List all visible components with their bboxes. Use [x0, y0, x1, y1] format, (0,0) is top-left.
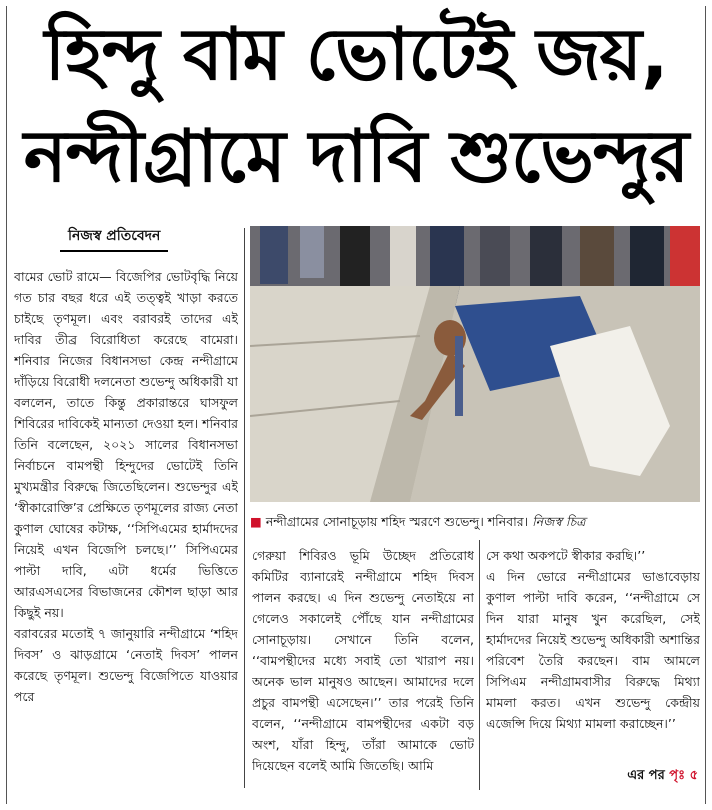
article-column-2: গেরুয়া শিবিরও ভূমি উচ্ছেদ প্রতিরোধ কমিটির ব্যানারেই নন্দীগ্রামে শহিদ দিবস পালন করছে। এ দিন শুভেন্দু নেতাইয়ে না গেলেও সকালেই পৌঁছে যান নন্দীগ্রামের সোনাচূড়ায়। সেখানে তিনি বলেন, ‘‘বামপন্থীদের মধ্যে সবাই তো খারাপ নয়। অনেক ভাল মানুষও আছেন। আমাদের দলে প্রচুর বামপন্থী এসেছেন।’’ তার পরেই তিনি বলেন, ‘‘নন্দীগ্রামে বামপন্থীদের একটা বড় অংশ, যাঁরা হিন্দু, তাঁরা আমাকে ভোট দিয়েছেন বলেই আমি জিতেছি। আমি	[252, 548, 474, 773]
article-column-1: বামের ভোট রামে— বিজেপির ভোটবৃদ্ধি নিয়ে গত চার বছর ধরে এই তত্ত্বই খাড়া করতে চাইছে তৃণমূল। এবং বরাবরই তাদের এই দাবির তীব্র বিরোধিতা করেছে বামেরা। শনিবার নিজের বিধানসভা কেন্দ্র নন্দীগ্রামে দাঁড়িয়ে বিরোধী দলনেতা শুভেন্দু অধিকারী যা বললেন, তাতে কিন্তু প্রকারান্তরে ঘাসফুল শিবিরের দাবিকেই মান্যতা দেওয়া হল। শনিবার তিনি বলেছেন, ২০২১ সালের বিধানসভা নির্বাচনে বামপন্থী হিন্দুদের ভোটেই তিনি মুখ্যমন্ত্রীর বিরুদ্ধে জিতেছিলেন। শুভেন্দুর এই ‘স্বীকারোক্তি’র প্রেক্ষিতে তৃণমূলের রাজ্য নেতা কুণাল ঘোষের কটাক্ষ, ‘‘সিপিএমের হার্মাদদের নিয়েই এখন বিজেপি চলছে।’’ সিপিএমের পাল্টা দাবি, এটা ধর্মের ভিত্তিতে আরএসএসের বিভাজনের কৌশল ছাড়া আর কিছুই নয়। বরাবরের মতোই ৭ জানুয়ারি নন্দীগ্রামে ‘শহিদ দিবস’ ও ঝাড়গ্রামে ‘নেতাই দিবস’ পালন করেছে তৃণমূল। শুভেন্দু বিজেপিতে যাওয়ার পরে	[14, 269, 238, 704]
photo-credit: নিজস্ব চিত্র	[532, 514, 586, 529]
continued-page: পৃঃ ৫	[669, 768, 698, 783]
headline-line-2: নন্দীগ্রামে দাবি শুভেন্দুর	[23, 114, 689, 198]
article-column-3: সে কথা অকপটে স্বীকার করছি।’’ এ দিন ভোরে নন্দীগ্রামের ভাঙাবেড়ায় কুণাল পাল্টা দাবি করেন, ‘‘নন্দীগ্রামে সে দিন যারা মানুষ খুন করেছিল, সেই হার্মাদদের নিয়েই শুভেন্দু অধিকারী অশান্তির পরিবেশ তৈরি করছেন। বাম আমলে সিপিএম নন্দীগ্রামবাসীর বিরুদ্ধে মিথ্যা মামলা করত। এখন শুভেন্দু কেন্দ্রীয় এজেন্সি দিয়ে মিথ্যা মামলা করাচ্ছেন।’’	[486, 548, 700, 731]
caption-text: নন্দীগ্রামের সোনাচূড়ায় শহিদ স্মরণে শুভেন্দু। শনিবার।	[265, 514, 529, 529]
continued-on-page	[627, 766, 698, 787]
column-rule	[479, 540, 480, 790]
byline: নিজস্ব প্রতিবেদন	[60, 226, 168, 252]
continued-prefix: এর পর	[627, 768, 665, 783]
news-photo	[250, 226, 700, 502]
headline-line-1: হিন্দু বাম ভোটেই জয়,	[44, 12, 668, 96]
photo-caption	[250, 512, 700, 532]
column-rule	[244, 228, 245, 788]
caption-bullet-icon: ■	[250, 514, 262, 529]
photo-illustration	[250, 226, 700, 502]
